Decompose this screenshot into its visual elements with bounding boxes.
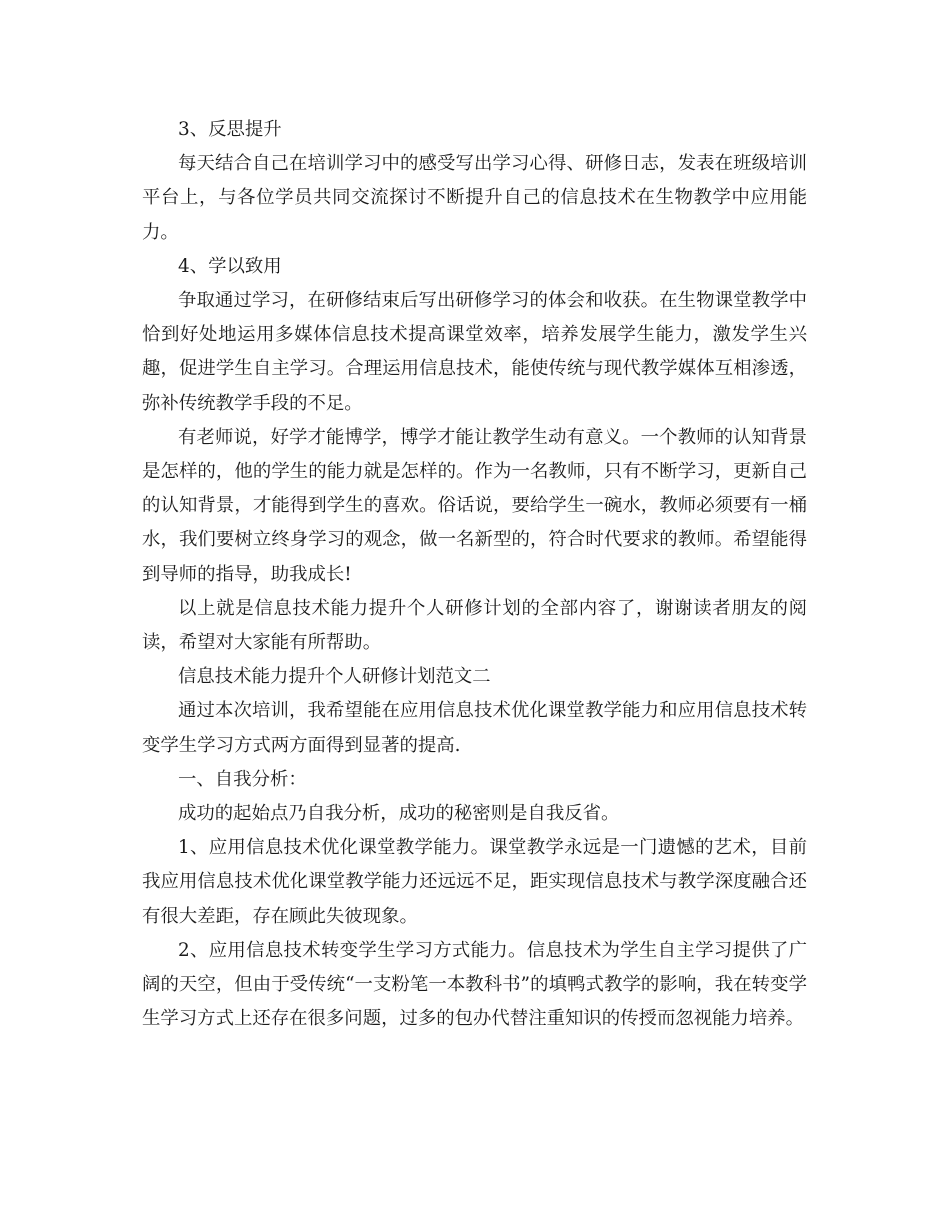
paragraph: 每天结合自己在培训学习中的感受写出学习心得、研修日志，发表在班级培训平台上，与各位学员共同交流探讨不断提升自己的信息技术在生物教学中应用能力。	[142, 153, 807, 243]
paragraph: 2、应用信息技术转变学生学习方式能力。信息技术为学生自主学习提供了广阔的天空，但由于受传统“一支粉笔一本教科书”的填鸭式教学的影响，我在转变学生学习方式上还存在很多问题，过多的包办代替注重知识的传授而忽视能力培养。	[142, 939, 807, 1030]
paragraph: 有老师说，好学才能博学，博学才能让教学生动有意义。一个教师的认知背景是怎样的，他的学生的能力就是怎样的。作为一名教师，只有不断学习，更新自己的认知背景，才能得到学生的喜欢。俗话说，要给学生一碗水，教师必须要有一桶水，我们要树立终身学习的观念，做一名新型的，符合时代要求的教师。希望能得到导师的指导，助我成长!	[142, 426, 807, 585]
section-heading-reflect: 3、反思提升	[178, 119, 282, 140]
paragraph: 成功的起始点乃自我分析，成功的秘密则是自我反省。	[178, 803, 620, 825]
section-heading-apply: 4、学以致用	[178, 255, 282, 277]
paragraph: 争取通过学习，在研修结束后写出研修学习的体会和收获。在生物课堂教学中恰到好处地运用多媒体信息技术提高课堂效率，培养发展学生能力，激发学生兴趣，促进学生自主学习。合理运用信息技术，能使传统与现代教学媒体互相渗透，弥补传统教学手段的不足。	[142, 290, 807, 414]
paragraph: 以上就是信息技术能力提升个人研修计划的全部内容了，谢谢读者朋友的阅读，希望对大家能有所帮助。	[142, 597, 807, 654]
document-body	[142, 113, 807, 1036]
paragraph: 1、应用信息技术优化课堂教学能力。课堂教学永远是一门遗憾的艺术，目前我应用信息技术优化课堂教学能力还远远不足，距实现信息技术与教学深度融合还有很大差距，存在顾此失彼现象。	[142, 837, 807, 927]
section-heading-self-analysis: 一、自我分析：	[178, 768, 307, 790]
paragraph: 通过本次培训，我希望能在应用信息技术优化课堂教学能力和应用信息技术转变学生学习方式两方面得到显著的提高.	[142, 700, 807, 756]
section-title-sample-two: 信息技术能力提升个人研修计划范文二	[178, 666, 491, 688]
